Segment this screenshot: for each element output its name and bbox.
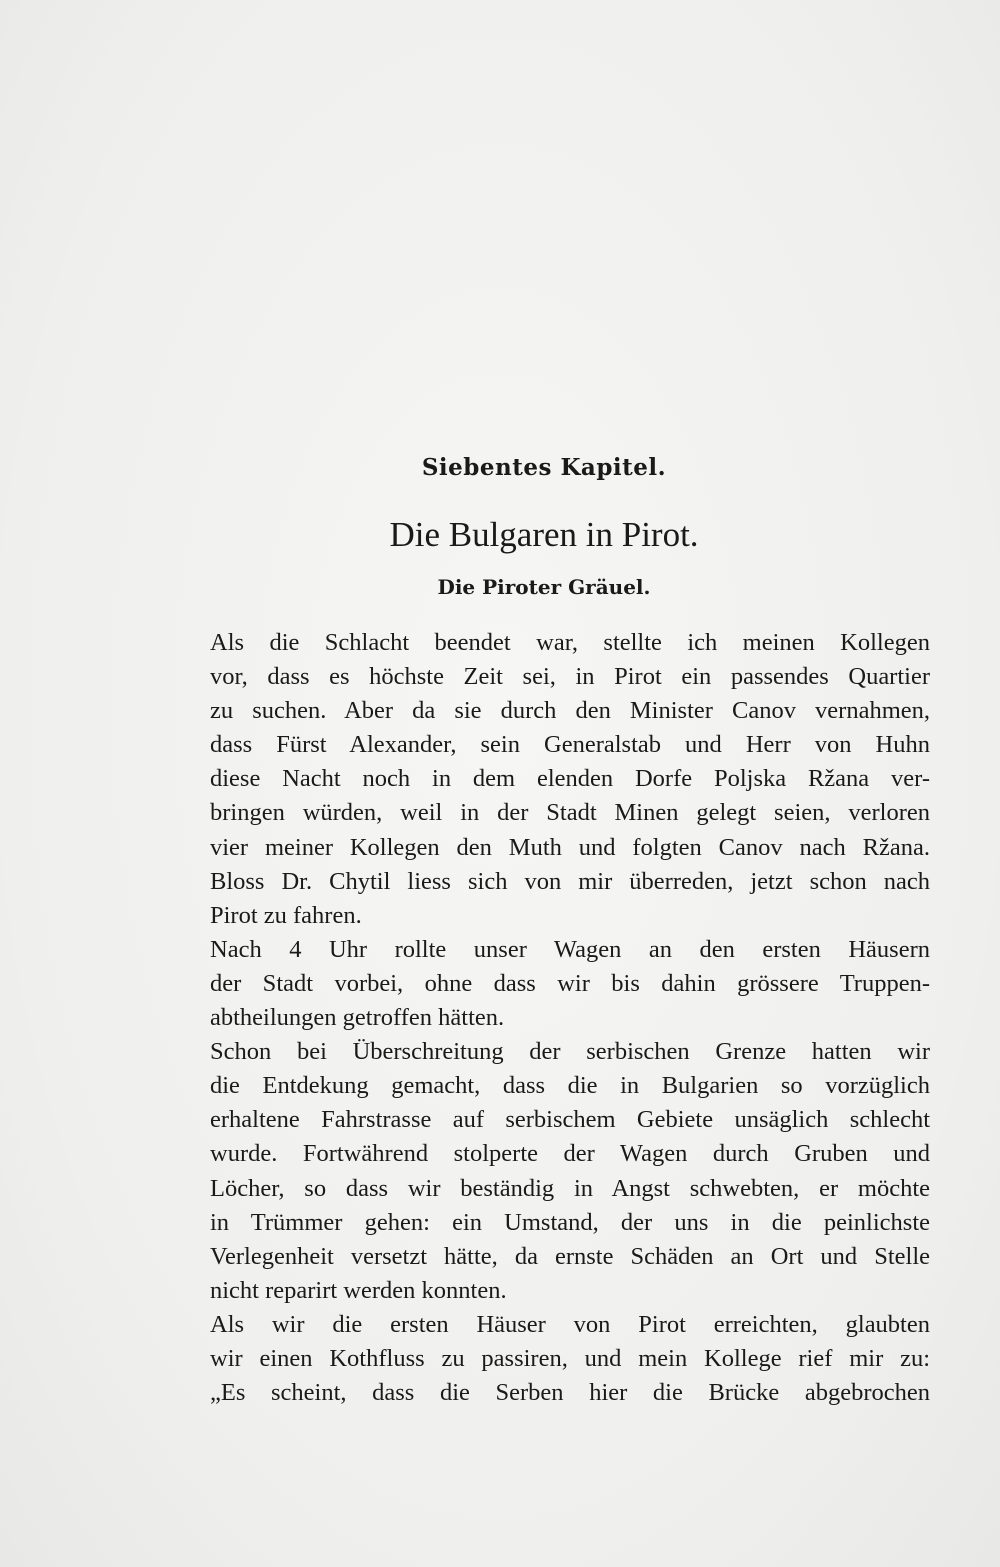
paragraph <box>158 1308 930 1410</box>
text-line: Pirot zu fahren. <box>210 901 362 929</box>
text-line: erhaltene Fahrstrasse auf serbischem Gebiete unsäglich schlecht <box>210 1106 930 1134</box>
text-line: dass Fürst Alexander, sein Generalstab und Herr von Huhn <box>210 731 930 759</box>
text-line: der Stadt vorbei, ohne dass wir bis dahin grössere Truppen- <box>210 969 930 997</box>
text-line: vor, dass es höchste Zeit sei, in Pirot ein passendes Quartier <box>210 663 930 691</box>
text-line: Verlegenheit versetzt hätte, da ernste Schäden an Ort und Stelle <box>210 1242 930 1270</box>
text-block <box>158 440 930 1410</box>
text-line: in Trümmer gehen: ein Umstand, der uns in die peinlichste <box>210 1208 930 1236</box>
text-line: nicht reparirt werden konnten. <box>210 1276 507 1304</box>
text-line: abtheilungen getroffen hätten. <box>210 1004 505 1032</box>
text-line: „Es scheint, dass die Serben hier die Brücke abgebrochen <box>210 1379 930 1407</box>
text-line: zu suchen. Aber da sie durch den Minister Canov vernahmen, <box>210 697 930 725</box>
chapter-title: Die Bulgaren in Pirot. <box>389 515 699 554</box>
text-line: Als die Schlacht beendet war, stellte ich meinen Kollegen <box>210 629 930 656</box>
text-line: diese Nacht noch in dem elenden Dorfe Poljska Ržana ver- <box>210 765 930 793</box>
text-line: bringen würden, weil in der Stadt Minen gelegt seien, verloren <box>210 799 930 827</box>
paragraph <box>158 1035 930 1308</box>
paragraph <box>158 626 930 933</box>
text-line: vier meiner Kollegen den Muth und folgten Canov nach Ržana. <box>210 833 930 861</box>
text-line: die Entdekung gemacht, dass die in Bulgarien so vorzüglich <box>210 1072 930 1100</box>
section-title: Die Piroter Gräuel. <box>437 575 651 599</box>
text-line: Löcher, so dass wir beständig in Angst schwebten, er möchte <box>210 1174 930 1202</box>
text-line: Nach 4 Uhr rollte unser Wagen an den ersten Häusern <box>210 935 930 963</box>
paragraph <box>158 933 930 1035</box>
text-line: wurde. Fortwährend stolperte der Wagen durch Gruben und <box>210 1140 930 1168</box>
chapter-number: Siebentes Kapitel. <box>421 454 667 481</box>
text-line: Bloss Dr. Chytil liess sich von mir überreden, jetzt schon nach <box>210 867 930 895</box>
text-line: wir einen Kothfluss zu passiren, und mein Kollege rief mir zu: <box>210 1344 930 1372</box>
text-line: Schon bei Überschreitung der serbischen Grenze hatten wir <box>210 1038 930 1066</box>
text-line: Als wir die ersten Häuser von Pirot erreichten, glaubten <box>210 1310 930 1338</box>
